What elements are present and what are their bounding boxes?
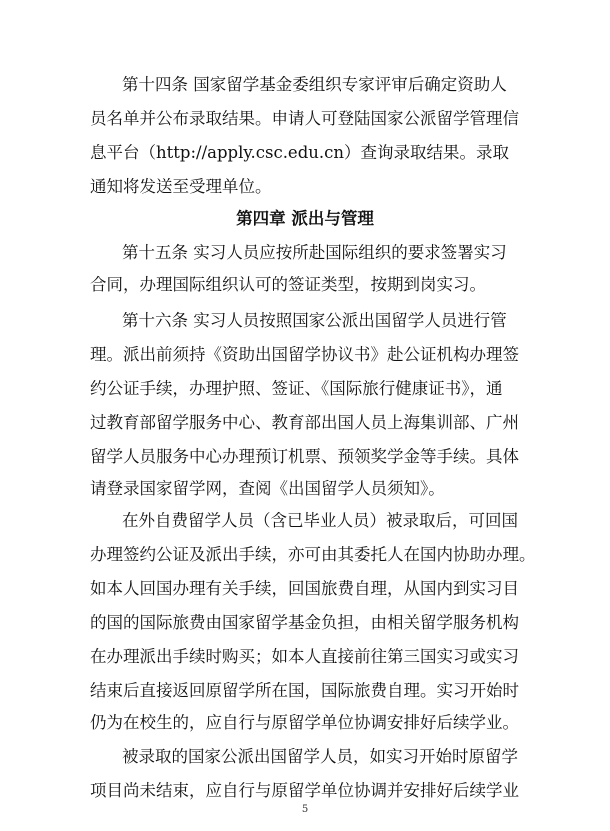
- article-16-line-5: 留学人员服务中心办理预订机票、预领奖学金等手续。具体: [90, 447, 519, 466]
- self-funded-line-5: 在办理派出手续时购买；如本人直接前往第三国实习或实习: [90, 647, 519, 666]
- article-15-line-1: 第十五条 实习人员应按所赴国际组织的要求签署实习: [122, 243, 507, 262]
- public-funded-line-2: 项目尚未结束，应自行与原留学单位协调并安排好后续学业: [90, 781, 519, 800]
- article-14-line-2: 员名单并公布录取结果。申请人可登陆国家公派留学管理信: [90, 109, 519, 128]
- self-funded-line-7: 仍为在校生的，应自行与原留学单位协调安排好后续学业。: [90, 713, 519, 732]
- self-funded-line-1: 在外自费留学人员（含已毕业人员）被录取后，可回国: [122, 511, 518, 530]
- self-funded-line-6: 结束后直接返回原留学所在国，国际旅费自理。实习开始时: [90, 681, 519, 700]
- article-16-line-6: 请登录国家留学网，查阅《出国留学人员须知》。: [90, 479, 445, 498]
- article-14-line-1: 第十四条 国家留学基金委组织专家评审后确定资助人: [122, 75, 507, 94]
- self-funded-line-2: 办理签约公证及派出手续，亦可由其委托人在国内协助办理。: [90, 545, 536, 564]
- self-funded-line-3: 如本人回国办理有关手续，回国旅费自理，从国内到实习目: [90, 579, 519, 598]
- article-14-line-4: 通知将发送至受理单位。: [90, 177, 272, 196]
- chapter-title: 第四章 派出与管理: [236, 209, 374, 228]
- public-funded-line-1: 被录取的国家公派出国留学人员，如实习开始时原留学: [122, 747, 518, 766]
- article-16-line-4: 过教育部留学服务中心、教育部出国人员上海集训部、广州: [90, 413, 519, 432]
- article-14-line-3: 息平台（http://apply.csc.edu.cn）查询录取结果。录取: [90, 143, 510, 162]
- self-funded-line-4: 的国的国际旅费由国家留学基金负担，由相关留学服务机构: [90, 613, 519, 632]
- article-15-line-2: 合同，办理国际组织认可的签证类型，按期到岗实习。: [90, 275, 486, 294]
- article-16-line-3: 约公证手续，办理护照、签证、《国际旅行健康证书》，通: [90, 379, 503, 398]
- article-16-line-2: 理。派出前须持《资助出国留学协议书》赴公证机构办理签: [90, 345, 519, 364]
- article-16-line-1: 第十六条 实习人员按照国家公派出国留学人员进行管: [122, 311, 507, 330]
- page-number: 5: [301, 804, 309, 815]
